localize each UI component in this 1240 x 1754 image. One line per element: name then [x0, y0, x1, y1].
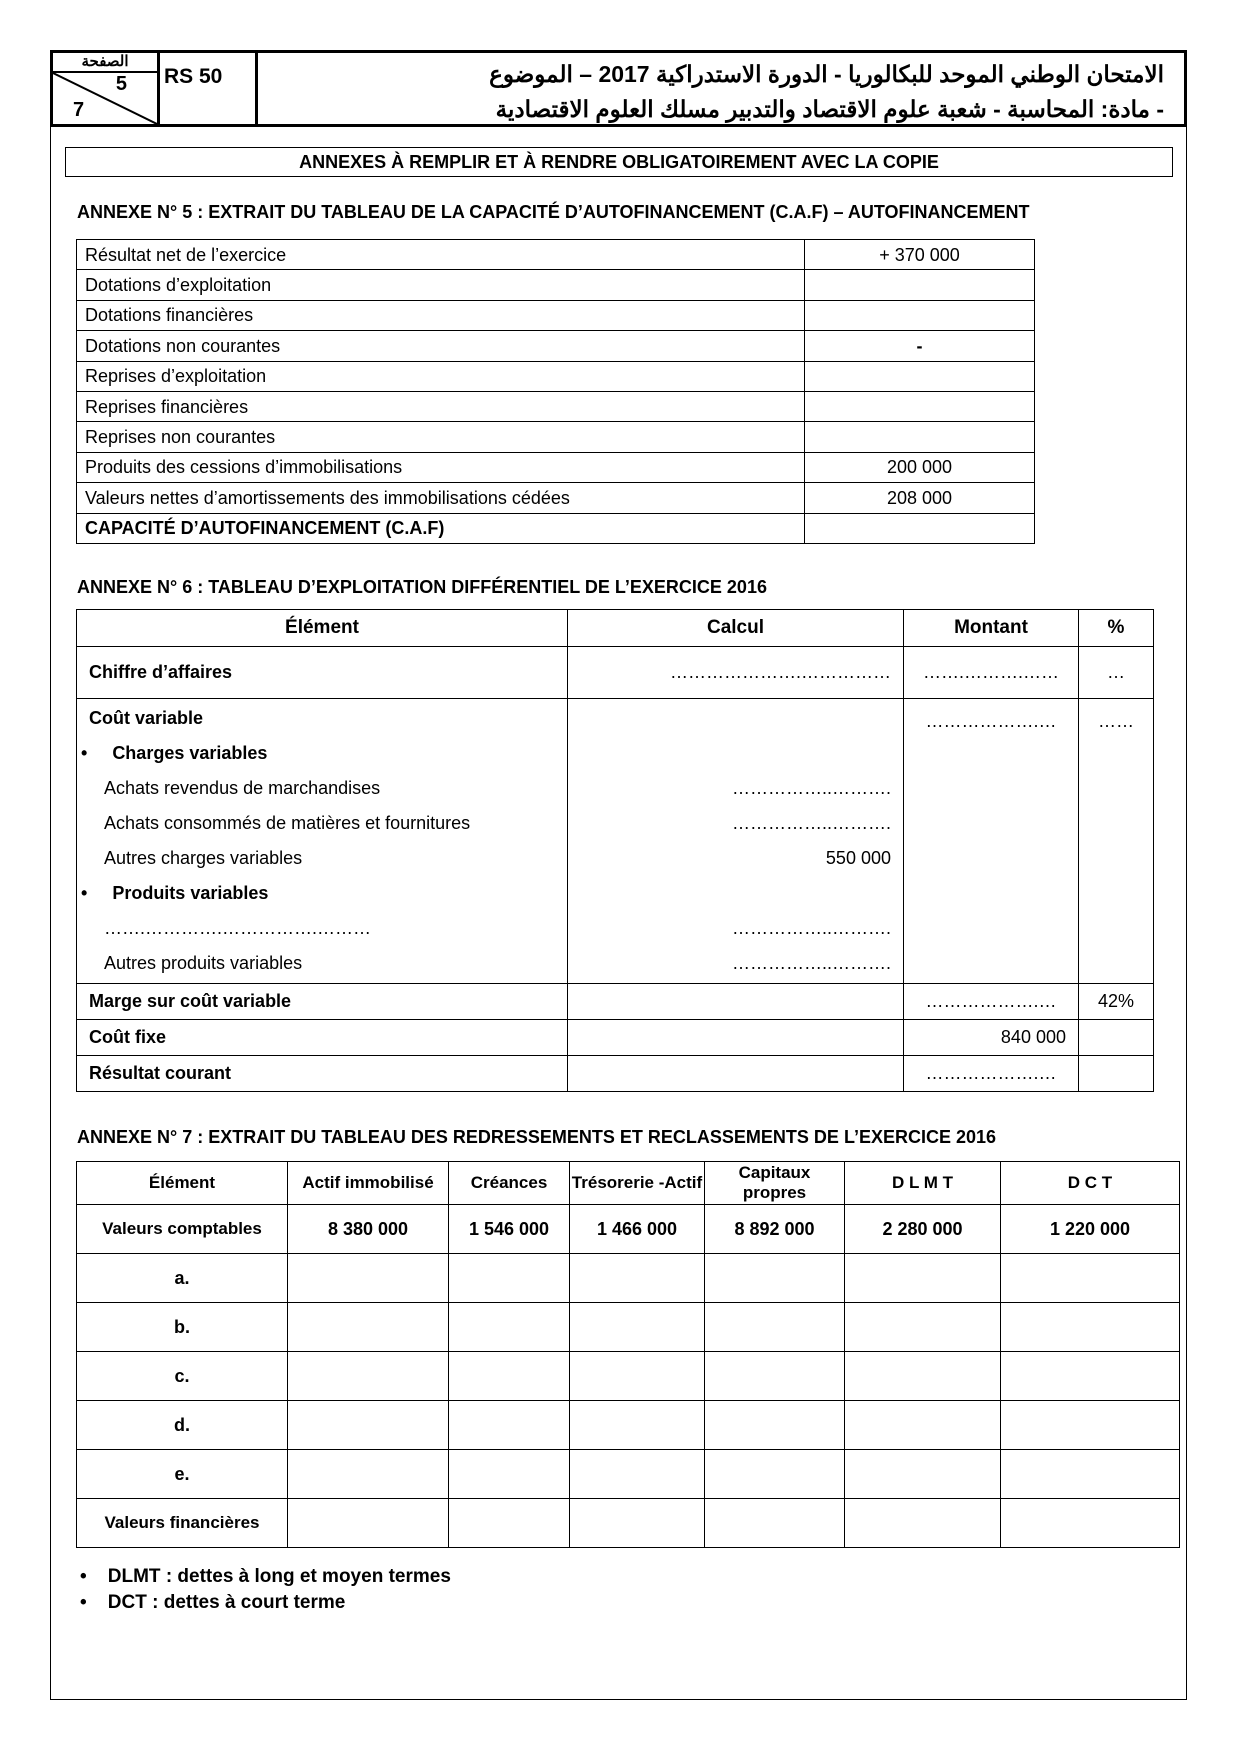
- row-label: Valeurs nettes d’amortissements des immobilisations cédées: [77, 483, 805, 513]
- montant-cell[interactable]: ……………….…: [904, 699, 1079, 984]
- table-row: [77, 361, 1035, 391]
- input-cell[interactable]: [449, 1499, 570, 1548]
- value-cell[interactable]: [805, 300, 1035, 330]
- input-cell[interactable]: [570, 1303, 705, 1352]
- table-row: [77, 1303, 1180, 1352]
- table-row: [77, 331, 1035, 361]
- column-header: D C T: [1001, 1162, 1180, 1205]
- exam-title-line2: - مادة: المحاسبة - شعبة علوم الاقتصاد والتدبير مسلك العلوم الاقتصادية: [495, 96, 1164, 122]
- input-cell[interactable]: [449, 1450, 570, 1499]
- row-label: Reprises non courantes: [77, 422, 805, 452]
- input-cell[interactable]: [845, 1499, 1001, 1548]
- row-label: Coût variable: [89, 708, 204, 728]
- exam-title-line1: الامتحان الوطني الموحد للبكالوريا - الدورة الاستدراكية 2017 – الموضوع: [489, 61, 1164, 87]
- row-label: d.: [77, 1401, 288, 1450]
- calcul-cell[interactable]: ……………..……….: [731, 953, 891, 973]
- calcul-cell[interactable]: ……………..……….: [731, 778, 891, 798]
- row-label: a.: [77, 1254, 288, 1303]
- row-label: e.: [77, 1450, 288, 1499]
- table-row: [77, 1450, 1180, 1499]
- table-row: [77, 1205, 1180, 1254]
- row-label: Marge sur coût variable: [77, 984, 568, 1020]
- value-cell[interactable]: [805, 391, 1035, 421]
- diagonal-divider: [53, 73, 157, 124]
- input-cell[interactable]: [1001, 1254, 1180, 1303]
- input-cell[interactable]: [449, 1352, 570, 1401]
- row-label: Coût fixe: [77, 1020, 568, 1056]
- bullet-produits: • Produits variables: [81, 883, 269, 903]
- column-header: Actif immobilisé: [288, 1162, 449, 1205]
- table-row: [77, 1401, 1180, 1450]
- calcul-value: 550 000: [825, 848, 891, 868]
- column-header: Élément: [77, 1162, 288, 1205]
- input-cell[interactable]: [570, 1254, 705, 1303]
- input-cell[interactable]: [288, 1254, 449, 1303]
- input-cell[interactable]: [1001, 1352, 1180, 1401]
- column-header: D L M T: [845, 1162, 1001, 1205]
- table-row: [77, 1352, 1180, 1401]
- bullet-charges: • Charges variables: [81, 743, 268, 763]
- input-cell[interactable]: [1001, 1499, 1180, 1548]
- row-label: Produits des cessions d’immobilisations: [77, 452, 805, 482]
- row-label: Résultat courant: [77, 1056, 568, 1092]
- table-row: [77, 270, 1035, 300]
- value-cell: 208 000: [805, 483, 1035, 513]
- table-row: [77, 984, 1154, 1020]
- input-cell[interactable]: [705, 1401, 845, 1450]
- page-number-box: [53, 53, 160, 124]
- input-cell[interactable]: [288, 1303, 449, 1352]
- input-cell[interactable]: [705, 1303, 845, 1352]
- value-cell: 1 546 000: [449, 1205, 570, 1254]
- annexe5-title: ANNEXE N° 5 : EXTRAIT DU TABLEAU DE LA CAPACITÉ D’AUTOFINANCEMENT (C.A.F) – AUTOFINANCEMENT: [77, 202, 1030, 222]
- table-row: [77, 647, 1154, 699]
- note-text: DLMT : dettes à long et moyen termes: [107, 1566, 451, 1587]
- row-label: Reprises financières: [77, 391, 805, 421]
- value-cell: 8 892 000: [705, 1205, 845, 1254]
- charges-label: Charges variables: [112, 743, 268, 763]
- row-label: Autres charges variables: [104, 848, 303, 868]
- input-cell[interactable]: [570, 1499, 705, 1548]
- table-row: [77, 452, 1035, 482]
- value-cell[interactable]: [805, 513, 1035, 543]
- row-label: Dotations non courantes: [77, 331, 805, 361]
- table-row: [77, 1056, 1154, 1092]
- input-cell[interactable]: [449, 1401, 570, 1450]
- differential-table: [76, 609, 1154, 1092]
- input-cell[interactable]: [705, 1450, 845, 1499]
- col-montant: Montant: [904, 610, 1079, 647]
- input-cell[interactable]: [288, 1499, 449, 1548]
- table-row: [77, 483, 1035, 513]
- input-cell[interactable]: [845, 1352, 1001, 1401]
- calcul-cell[interactable]: ……………..……….: [731, 918, 891, 938]
- table-row: [77, 391, 1035, 421]
- input-cell[interactable]: [1001, 1303, 1180, 1352]
- value-cell: 8 380 000: [288, 1205, 449, 1254]
- input-cell[interactable]: [570, 1352, 705, 1401]
- input-cell[interactable]: [288, 1352, 449, 1401]
- cv-calcul-cell: [568, 699, 904, 984]
- blank-field[interactable]: …….………….…………….………: [104, 918, 372, 938]
- value-cell[interactable]: [805, 422, 1035, 452]
- pct-cell[interactable]: ……: [1079, 699, 1154, 984]
- input-cell[interactable]: [845, 1401, 1001, 1450]
- input-cell[interactable]: [845, 1254, 1001, 1303]
- page-total: 7: [73, 99, 85, 121]
- input-cell[interactable]: [570, 1401, 705, 1450]
- pct-value: 42%: [1079, 984, 1154, 1020]
- page-label: الصفحة: [53, 53, 157, 73]
- row-label: Autres produits variables: [104, 953, 303, 973]
- redressements-table: [76, 1161, 1180, 1548]
- value-cell: 1 220 000: [1001, 1205, 1180, 1254]
- exam-header: [50, 50, 1187, 127]
- produits-label: Produits variables: [112, 883, 269, 903]
- cv-element-cell: [77, 699, 568, 984]
- row-label: Valeurs comptables: [77, 1205, 288, 1254]
- note-dlmt: • DLMT : dettes à long et moyen termes: [80, 1566, 451, 1587]
- table-row: [77, 513, 1035, 543]
- pct-cell[interactable]: …: [1079, 647, 1154, 699]
- input-cell[interactable]: [705, 1352, 845, 1401]
- montant-cell[interactable]: ……………….…: [904, 984, 1079, 1020]
- col-element: Élément: [77, 610, 568, 647]
- calcul-cell[interactable]: ………………….……………: [568, 647, 904, 699]
- table-row: [77, 699, 1154, 984]
- annexe7-title: ANNEXE N° 7 : EXTRAIT DU TABLEAU DES REDRESSEMENTS ET RECLASSEMENTS DE L’EXERCICE 2016: [77, 1127, 997, 1147]
- value-cell: 1 466 000: [570, 1205, 705, 1254]
- table-row: [77, 1020, 1154, 1056]
- caf-table: [76, 239, 1035, 544]
- table-row: [77, 300, 1035, 330]
- row-label: Achats revendus de marchandises: [104, 778, 381, 798]
- column-header: Capitaux propres: [705, 1162, 845, 1205]
- montant-value: 840 000: [904, 1020, 1079, 1056]
- calcul-cell[interactable]: ……………..……….: [731, 813, 891, 833]
- montant-cell[interactable]: ……………….…: [904, 1056, 1079, 1092]
- row-label: Dotations d’exploitation: [77, 270, 805, 300]
- column-header: Créances: [449, 1162, 570, 1205]
- value-cell[interactable]: [805, 270, 1035, 300]
- input-cell[interactable]: [288, 1401, 449, 1450]
- note-dct: • DCT : dettes à court terme: [80, 1592, 346, 1613]
- input-cell[interactable]: [449, 1303, 570, 1352]
- input-cell[interactable]: [570, 1450, 705, 1499]
- exam-code: RS 50: [160, 53, 258, 124]
- montant-cell[interactable]: …….……….……: [904, 647, 1079, 699]
- row-label: Achats consommés de matières et fournitures: [104, 813, 471, 833]
- annexe6-title: ANNEXE N° 6 : TABLEAU D’EXPLOITATION DIFFÉRENTIEL DE L’EXERCICE 2016: [77, 577, 767, 597]
- page-number: 5: [115, 73, 127, 95]
- row-label: c.: [77, 1352, 288, 1401]
- input-cell[interactable]: [1001, 1450, 1180, 1499]
- col-calcul: Calcul: [568, 610, 904, 647]
- row-label: Résultat net de l’exercice: [77, 240, 805, 270]
- input-cell[interactable]: [1001, 1401, 1180, 1450]
- annexes-banner: ANNEXES À REMPLIR ET À RENDRE OBLIGATOIREMENT AVEC LA COPIE: [65, 147, 1173, 177]
- input-cell[interactable]: [449, 1254, 570, 1303]
- row-label: Reprises d’exploitation: [77, 361, 805, 391]
- input-cell[interactable]: [845, 1303, 1001, 1352]
- column-header: Trésorerie -Actif: [570, 1162, 705, 1205]
- col-pct: %: [1079, 610, 1154, 647]
- input-cell[interactable]: [288, 1450, 449, 1499]
- value-cell: 200 000: [805, 452, 1035, 482]
- table-row: [77, 1254, 1180, 1303]
- row-label: CAPACITÉ D’AUTOFINANCEMENT (C.A.F): [77, 513, 805, 543]
- input-cell[interactable]: [845, 1450, 1001, 1499]
- row-label: Valeurs financières: [77, 1499, 288, 1548]
- value-cell[interactable]: [805, 361, 1035, 391]
- value-cell: -: [805, 331, 1035, 361]
- row-label: Chiffre d’affaires: [77, 647, 568, 699]
- input-cell[interactable]: [705, 1499, 845, 1548]
- exam-titles: [258, 53, 1184, 124]
- input-cell[interactable]: [705, 1254, 845, 1303]
- note-text: DCT : dettes à court terme: [107, 1592, 346, 1613]
- table-row: [77, 422, 1035, 452]
- row-label: Dotations financières: [77, 300, 805, 330]
- value-cell: 2 280 000: [845, 1205, 1001, 1254]
- table-row: [77, 1499, 1180, 1548]
- table-row: [77, 240, 1035, 270]
- value-cell: + 370 000: [805, 240, 1035, 270]
- row-label: b.: [77, 1303, 288, 1352]
